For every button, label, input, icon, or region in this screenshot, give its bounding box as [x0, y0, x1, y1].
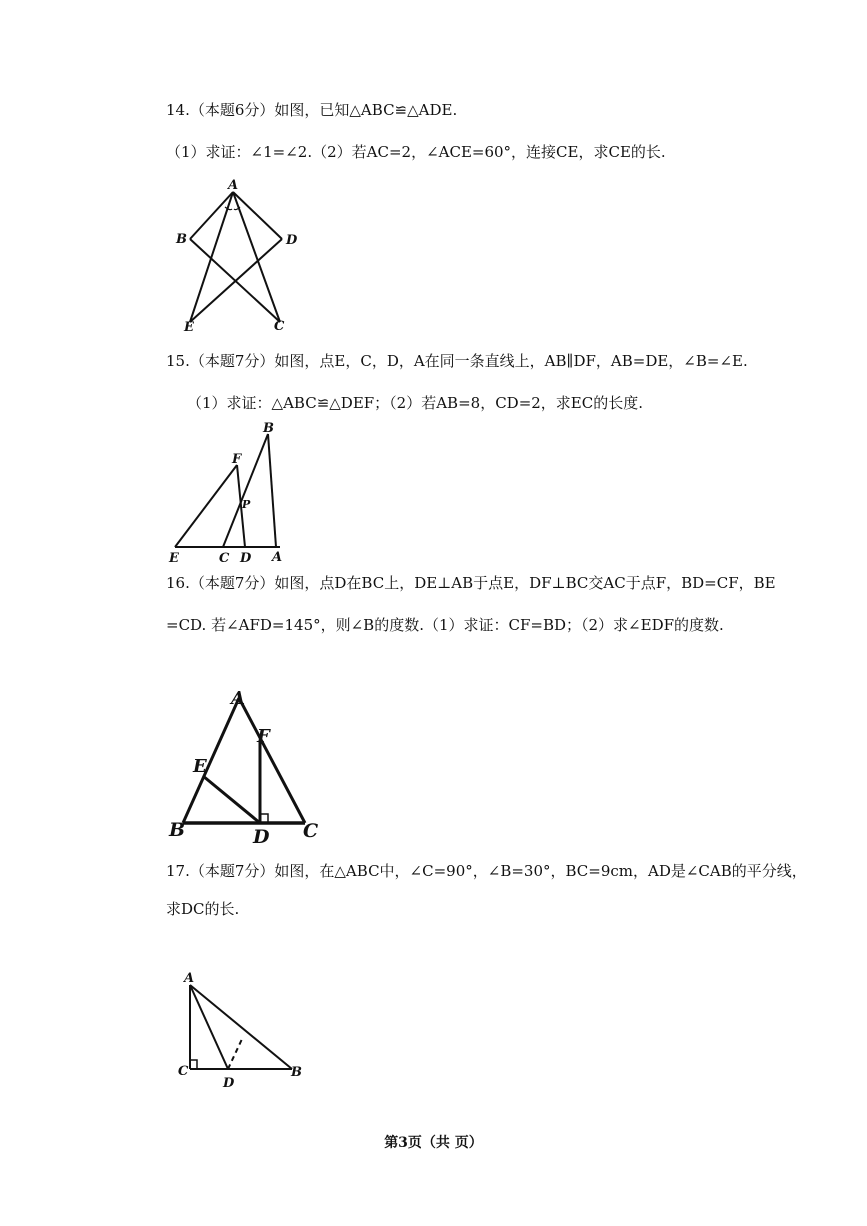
segment-ad [190, 985, 228, 1069]
segment-bc [223, 434, 268, 547]
problem-16-line-2: =CD. 若∠AFD=145°，则∠B的度数.（1）求证：CF=BD；（2）求∠EDF的度数. [166, 616, 724, 634]
label-e: E [193, 756, 207, 777]
segment-ab [190, 192, 233, 239]
problem-17-line-2: 求DC的长. [166, 900, 240, 918]
problem-15-line-2: （1）求证：△ABC≌△DEF；（2）若AB=8，CD=2，求EC的长度. [187, 394, 644, 412]
label-e: E [169, 551, 179, 566]
label-a: A [184, 971, 195, 986]
problem-16-line-1: 16.（本题7分）如图，点D在BC上，DE⊥AB于点E，DF⊥BC交AC于点F，BD=CF，BE [166, 574, 776, 592]
label-d: D [223, 1076, 235, 1091]
problem-16-figure [165, 680, 335, 850]
label-f: F [257, 726, 270, 747]
problem-17-figure [170, 960, 320, 1100]
problem-15-figure [165, 420, 295, 570]
segment-ab [183, 698, 239, 823]
right-angle-mark [190, 1060, 197, 1069]
label-b: B [176, 232, 187, 247]
label-e: E [184, 320, 194, 335]
label-f: F [232, 452, 242, 467]
problem-17-line-1: 17.（本题7分）如图，在△ABC中，∠C=90°，∠B=30°，BC=9cm，AD是∠CAB的平分线， [166, 862, 807, 880]
label-c: C [219, 551, 230, 566]
label-b: B [263, 421, 274, 436]
segment-ac [239, 698, 305, 823]
label-b: B [291, 1065, 302, 1080]
label-d: D [240, 551, 252, 566]
segment-ab [190, 985, 292, 1069]
label-d: D [286, 233, 298, 248]
label-d: D [253, 826, 270, 848]
label-c: C [178, 1064, 189, 1079]
label-p: P [242, 498, 251, 511]
segment-ac [233, 192, 280, 322]
segment-ad [233, 192, 282, 239]
label-a: A [231, 688, 245, 709]
label-c: C [274, 319, 285, 334]
problem-14-line-1: 14.（本题6分）如图，已知△ABC≌△ADE. [166, 101, 458, 119]
perpendicular-dashed [228, 1039, 242, 1069]
segment-ed [203, 776, 260, 823]
page-footer: 第3页（共 页） [384, 1135, 483, 1151]
problem-15-line-1: 15.（本题7分）如图，点E，C，D，A在同一条直线上，AB∥DF，AB=DE，∠B=∠E. [166, 352, 748, 370]
problem-14-line-2: （1）求证：∠1=∠2.（2）若AC=2，∠ACE=60°，连接CE，求CE的长. [166, 143, 666, 161]
label-a: A [272, 550, 283, 565]
label-b: B [169, 819, 186, 841]
label-c: C [303, 820, 319, 842]
problem-14-figure [170, 175, 320, 335]
segment-ba [268, 434, 276, 547]
label-a: A [228, 178, 239, 193]
